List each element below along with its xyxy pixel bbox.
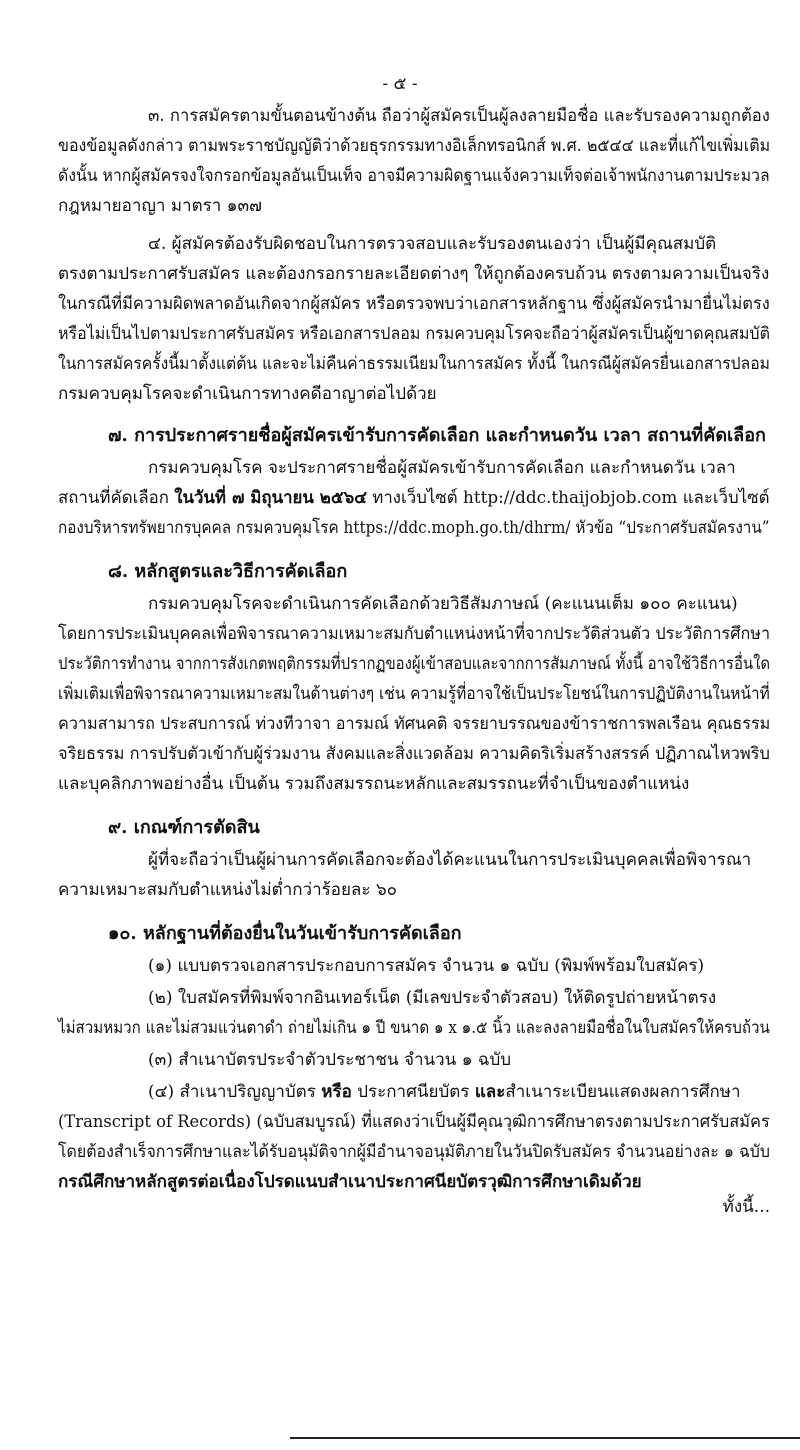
section-7-line: กองบริหารทรัพยากรบุคคล กรมควบคุมโรค https://ddc.moph.go.th/dhrm/ หัวข้อ “ประกาศรับสมัครงาน” (58, 518, 770, 538)
para-4-line: หรือไม่เป็นไปตามประกาศรับสมัคร หรือเอกสารปลอม กรมควบคุมโรคจะถือว่าผู้สมัครเป็นผู้ขาดคุณสมบัติ (58, 324, 770, 344)
section-10-line: ไม่สวมหมวก และไม่สวมแว่นตาดำ ถ่ายไม่เกิน ๑ ปี ขนาด ๑ x ๑.๕ นิ้ว และลงลายมือชื่อในใบสมัครให้ครบถ้วน (58, 1018, 770, 1038)
section-7-heading: ๗. การประกาศรายชื่อผู้สมัครเข้ารับการคัดเลือก และกำหนดวัน เวลา สถานที่คัดเลือก (108, 425, 766, 446)
para-3-line: กฎหมายอาญา มาตรา ๑๓๗ (58, 196, 262, 216)
section-10-line: กรณีศึกษาหลักสูตรต่อเนื่องโปรดแนบสำเนาประกาศนียบัตรวุฒิการศึกษาเดิมด้วย (58, 1172, 642, 1192)
section-10-line: (๔) สำเนาปริญญาบัตร หรือ ประกาศนียบัตร และสำเนาระเบียนแสดงผลการศึกษา (148, 1082, 741, 1102)
section-8-line: และบุคลิกภาพอย่างอื่น เป็นต้น รวมถึงสมรรถนะหลักและสมรรถนะที่จำเป็นของตำแหน่ง (58, 774, 690, 794)
para-3-line: ๓. การสมัครตามขั้นตอนข้างต้น ถือว่าผู้สมัครเป็นผู้ลงลายมือชื่อ และรับรองความถูกต้อง (148, 106, 770, 126)
section-9-heading: ๙. เกณฑ์การตัดสิน (108, 817, 260, 838)
page-number: - ๕ - (382, 74, 418, 94)
section-8-line: กรมควบคุมโรคจะดำเนินการคัดเลือกด้วยวิธีสัมภาษณ์ (คะแนนเต็ม ๑๐๐ คะแนน) (148, 594, 738, 614)
section-8-line: จริยธรรม การปรับตัวเข้ากับผู้ร่วมงาน สังคมและสิ่งแวดล้อม ความคิดริเริ่มสร้างสรรค์ ปฏิภาณไหวพริบ (58, 744, 770, 764)
section-10-line: (๑) แบบตรวจเอกสารประกอบการสมัคร จำนวน ๑ ฉบับ (พิมพ์พร้อมใบสมัคร) (148, 956, 705, 976)
section-8-line: ประวัติการทำงาน จากการสังเกตพฤติกรรมที่ปรากฏของผู้เข้าสอบและจากการสัมภาษณ์ ทั้งนี้ อาจใช้วิธีการอื่นใด (58, 654, 771, 674)
section-10-line: โดยต้องสำเร็จการศึกษาและได้รับอนุมัติจากผู้มีอำนาจอนุมัติภายในวันปิดรับสมัคร จำนวนอย่างละ ๑ ฉบับ (58, 1142, 770, 1162)
section-9-line: ผู้ที่จะถือว่าเป็นผู้ผ่านการคัดเลือกจะต้องได้คะแนนในการประเมินบุคคลเพื่อพิจารณา (148, 850, 752, 870)
section-8-line: เพิ่มเติมเพื่อพิจารณาความเหมาะสมในด้านต่างๆ เช่น ความรู้ที่อาจใช้เป็นประโยชน์ในการปฏิบัติงานในหน้าที่ (58, 684, 770, 704)
section-8-line: ความสามารถ ประสบการณ์ ท่วงทีวาจา อารมณ์ ทัศนคติ จรรยาบรรณของข้าราชการพลเรือน คุณธรรม (58, 714, 771, 734)
section-7-line: กรมควบคุมโรค จะประกาศรายชื่อผู้สมัครเข้ารับการคัดเลือก และกำหนดวัน เวลา (148, 458, 736, 478)
section-7-line: สถานที่คัดเลือก ในวันที่ ๗ มิถุนายน ๒๕๖๔ ทางเว็บไซต์ http://ddc.thaijobjob.com และเว็บไซต์ (58, 488, 770, 508)
section-10-line: (Transcript of Records) (ฉบับสมบูรณ์) ที่แสดงว่าเป็นผู้มีคุณวุฒิการศึกษาตรงตามประกาศรับสมัคร (58, 1112, 770, 1132)
section-9-line: ความเหมาะสมกับตำแหน่งไม่ต่ำกว่าร้อยละ ๖๐ (58, 880, 398, 900)
announcement-date: ในวันที่ ๗ มิถุนายน ๒๕๖๔ (174, 488, 367, 508)
para-4-line: ในการสมัครครั้งนี้มาตั้งแต่ต้น และจะไม่คืนค่าธรรมเนียมในการสมัคร ทั้งนี้ ในกรณีผู้สมัครยื่นเอกสารปลอม (58, 354, 770, 374)
para-3-line: ของข้อมูลดังกล่าว ตามพระราชบัญญัติว่าด้วยธุรกรรมทางอิเล็กทรอนิกส์ พ.ศ. ๒๕๔๔ และที่แก้ไขเพิ่มเติม (58, 136, 771, 156)
para-3-line: ดังนั้น หากผู้สมัครจงใจกรอกข้อมูลอันเป็นเท็จ อาจมีความผิดฐานแจ้งความเท็จต่อเจ้าพนักงานตามประมวล (58, 166, 770, 186)
para-4-line: ตรงตามประกาศรับสมัคร และต้องกรอกรายละเอียดต่างๆ ให้ถูกต้องครบถ้วน ตรงตามความเป็นจริง (58, 264, 770, 284)
para-4-line: ในกรณีที่มีความผิดพลาดอันเกิดจากผู้สมัคร หรือตรวจพบว่าเอกสารหลักฐาน ซึ่งผู้สมัครนำมายื่นไม่ตรง (58, 294, 770, 314)
bottom-rule (290, 1437, 800, 1439)
section-10-heading: ๑๐. หลักฐานที่ต้องยื่นในวันเข้ารับการคัดเลือก (108, 923, 462, 944)
para-4-line: ๔. ผู้สมัครต้องรับผิดชอบในการตรวจสอบและรับรองตนเองว่า เป็นผู้มีคุณสมบัติ (148, 234, 717, 254)
continuation-marker: ทั้งนี้... (722, 1197, 770, 1217)
section-10-line: (๓) สำเนาบัตรประจำตัวประชาชน จำนวน ๑ ฉบับ (148, 1050, 512, 1070)
section-8-line: โดยการประเมินบุคคลเพื่อพิจารณาความเหมาะสมกับตำแหน่งหน้าที่จากประวัติส่วนตัว ประวัติการศึกษา (58, 624, 771, 644)
para-4-line: กรมควบคุมโรคจะดำเนินการทางคดีอาญาต่อไปด้วย (58, 384, 437, 404)
section-8-heading: ๘. หลักสูตรและวิธีการคัดเลือก (108, 561, 348, 582)
section-10-line: (๒) ใบสมัครที่พิมพ์จากอินเทอร์เน็ต (มีเลขประจำตัวสอบ) ให้ติดรูปถ่ายหน้าตรง (148, 988, 717, 1008)
